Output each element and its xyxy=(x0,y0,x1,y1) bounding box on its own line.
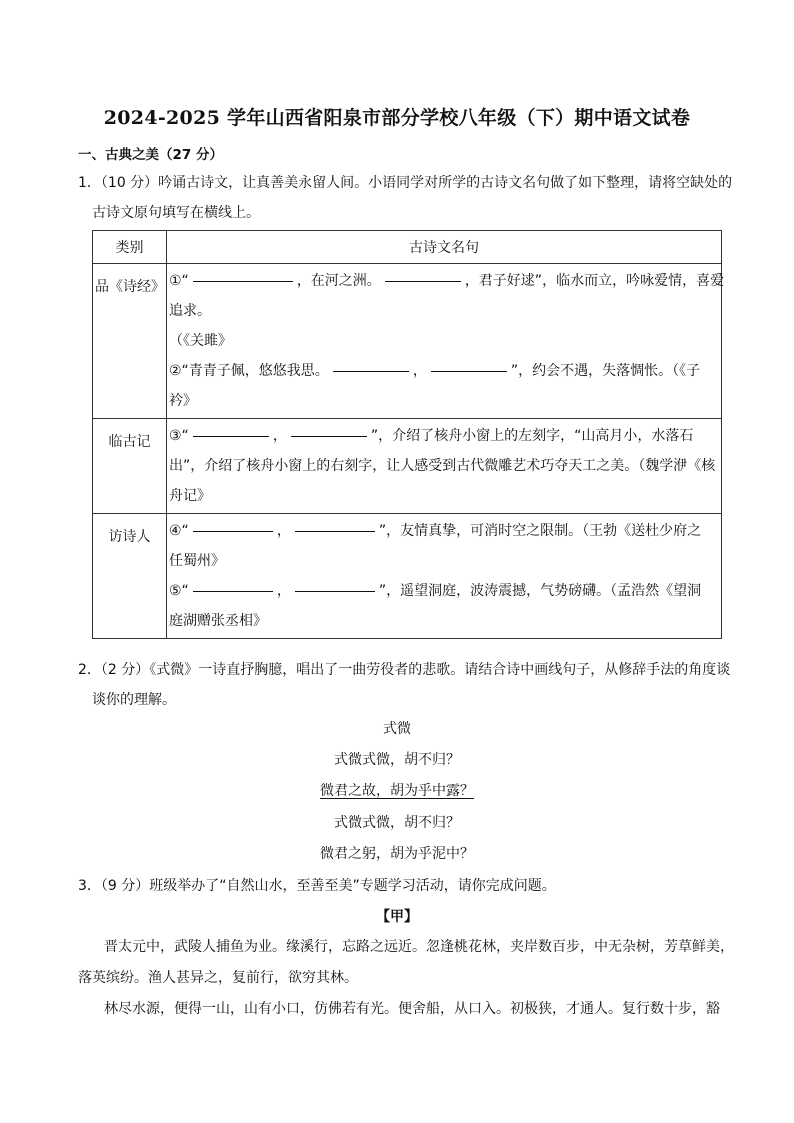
passage-subhead: 【甲】 xyxy=(376,909,418,925)
answer-blank[interactable] xyxy=(193,280,293,282)
fill-line xyxy=(169,576,719,606)
fill-line xyxy=(169,356,719,386)
line-text: ，君子好逑”，临水而立，吟咏爱情，喜爱 xyxy=(464,273,725,289)
passage-line: 晋太元中，武陵人捕鱼为业。缘溪行，忘路之远近。忽逢桃花林，夹岸数百步，中无杂树，芳草鲜美， xyxy=(104,939,734,955)
poem-table xyxy=(92,230,725,639)
content-cell xyxy=(167,514,722,639)
table-row xyxy=(93,264,722,419)
answer-blank[interactable] xyxy=(333,370,409,372)
question-1-text: 1．（10 分）吟诵古诗文，让真善美永留人间。小语同学对所学的古诗文名句做了如下整理，请将空缺处的 xyxy=(78,175,733,191)
section-heading: 一、古典之美（27 分） xyxy=(78,147,223,163)
poem-line: 式微式微，胡不归？ xyxy=(334,815,460,831)
content-cell xyxy=(167,264,725,419)
table-header: 古诗文名句 xyxy=(167,231,722,264)
answer-blank[interactable] xyxy=(431,370,507,372)
table-row xyxy=(93,514,722,639)
line-text: ， xyxy=(276,523,291,539)
category-cell: 访诗人 xyxy=(93,514,167,639)
answer-blank[interactable] xyxy=(193,590,273,592)
content-line: 任蜀州》 xyxy=(169,553,225,569)
line-text: ”，遥望洞庭，波涛震撼，气势磅礴。（孟浩然《望洞 xyxy=(378,583,702,599)
content-line: 庭湖赠张丞相》 xyxy=(169,613,267,629)
answer-blank[interactable] xyxy=(295,590,375,592)
fill-line xyxy=(169,516,719,546)
content-line: 出”，介绍了核舟小窗上的右刻字，让人感受到古代微雕艺术巧夺天工之美。（魏学洢《核 xyxy=(169,458,716,474)
category-cell: 临古记 xyxy=(93,419,167,514)
page-title: 2024-2025 学年山西省阳泉市部分学校八年级（下）期中语文试卷 xyxy=(103,107,691,129)
line-text: ④“ xyxy=(169,523,189,539)
fill-line xyxy=(169,266,725,296)
line-text: ，在河之洲。 xyxy=(296,273,381,289)
line-text: ， xyxy=(412,363,427,379)
fill-line xyxy=(169,421,719,451)
underlined-text: 微君之故，胡为乎中露？ xyxy=(320,783,474,799)
passage-line: 林尽水源，便得一山，山有小口，仿佛若有光。便舍船，从口入。初极狭，才通人。复行数十步，豁 xyxy=(104,1001,720,1017)
table-row xyxy=(93,419,722,514)
line-text: ”，介绍了核舟小窗上的左刻字，“山高月小，水落石 xyxy=(370,428,694,444)
question-2-text: 2．（2 分）《式微》一诗直抒胸臆，唱出了一曲劳役者的悲歌。请结合诗中画线句子，从修辞手法的角度谈 xyxy=(78,662,731,678)
question-3-text: 3．（9 分）班级举办了“自然山水，至善至美”专题学习活动，请你完成问题。 xyxy=(78,878,556,894)
content-line: （《关雎》 xyxy=(169,333,232,349)
answer-blank[interactable] xyxy=(385,280,461,282)
answer-blank[interactable] xyxy=(193,435,269,437)
line-text: ， xyxy=(276,583,291,599)
poem-line-underlined xyxy=(0,781,794,801)
content-cell xyxy=(167,419,722,514)
line-text: ”，友情真挚，可消时空之限制。（王勃《送杜少府之 xyxy=(378,523,702,539)
answer-blank[interactable] xyxy=(291,435,367,437)
content-line: 舟记》 xyxy=(169,488,211,504)
answer-blank[interactable] xyxy=(295,530,375,532)
line-text: ①“ xyxy=(169,273,189,289)
table-header: 类别 xyxy=(93,231,167,264)
content-line: 追求。 xyxy=(169,303,211,319)
table-header-row xyxy=(93,231,722,264)
line-text: ③“ xyxy=(169,428,189,444)
passage-line: 落英缤纷。渔人甚异之，复前行，欲穷其林。 xyxy=(78,970,358,986)
category-cell: 品《诗经》 xyxy=(93,264,167,419)
question-1-text-cont: 古诗文原句填写在横线上。 xyxy=(92,205,260,221)
poem-line: 微君之躬，胡为乎泥中？ xyxy=(320,846,474,862)
line-text: ⑤“ xyxy=(169,583,189,599)
line-text: ②“青青子佩，悠悠我思。 xyxy=(169,363,329,379)
line-text: ”，约会不遇，失落惆怅。（《子 xyxy=(510,363,701,379)
answer-blank[interactable] xyxy=(193,530,273,532)
question-2-text-cont: 谈你的理解。 xyxy=(92,692,176,708)
content-line: 衿》 xyxy=(169,393,197,409)
line-text: ， xyxy=(272,428,287,444)
poem-line: 式微式微，胡不归？ xyxy=(334,752,460,768)
poem-title: 式微 xyxy=(383,721,411,737)
